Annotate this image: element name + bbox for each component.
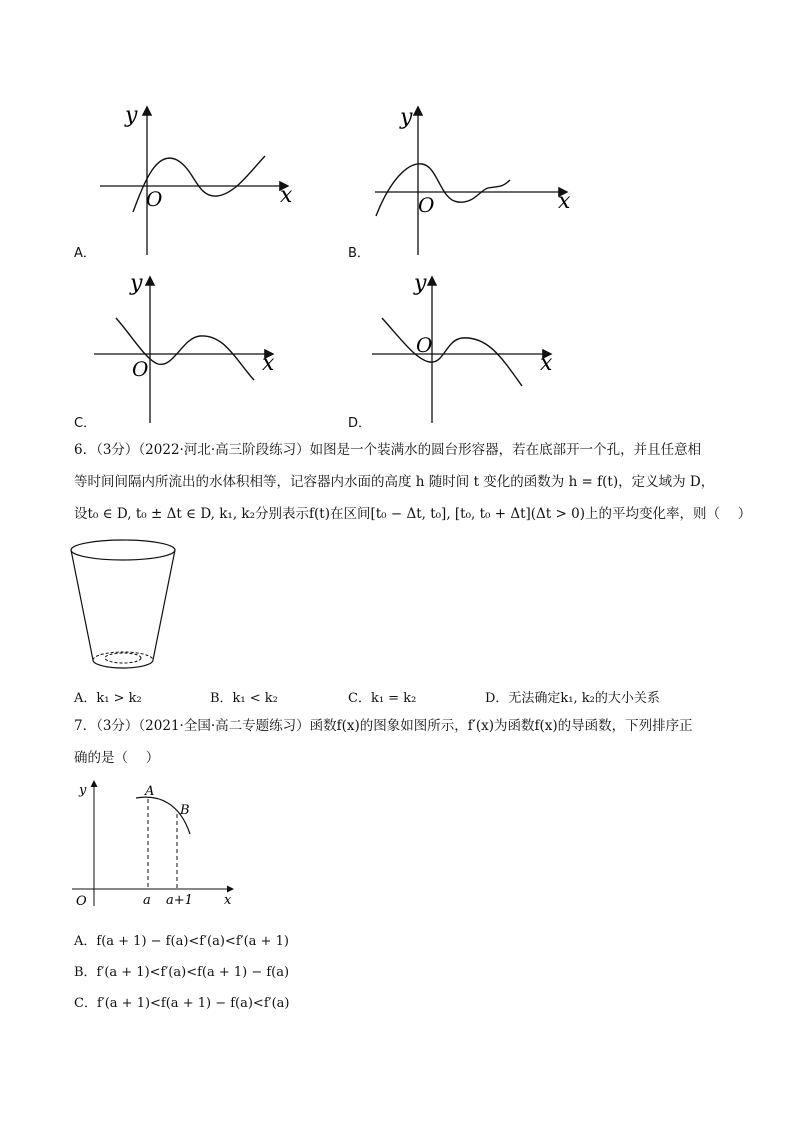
graph-d-label: D． (348, 416, 372, 431)
q6-option-d[interactable]: D．无法确定k₁, k₂的大小关系 (485, 691, 660, 706)
q6-option-a[interactable]: A．k₁ > k₂ (74, 691, 142, 706)
frustum-container-figure (66, 534, 180, 676)
graph-c (92, 268, 302, 428)
graph-d (370, 268, 580, 428)
q6-option-c[interactable]: C．k₁ = k₂ (348, 691, 417, 706)
x-axis-label: x (558, 189, 571, 214)
x-axis-label: x (540, 351, 553, 376)
x-axis-label: x (224, 893, 232, 908)
y-axis-label: y (130, 271, 143, 296)
q7-function-graph (70, 778, 245, 910)
y-axis-label: y (414, 271, 427, 296)
q6-option-b[interactable]: B．k₁ < k₂ (210, 691, 278, 706)
origin-label: O (418, 193, 435, 217)
q7-line-1: 7．（3分）（2021·全国·高二专题练习）函数f(x)的图象如图所示，f′(x)为函数f(x)的导函数，下列排序正 (74, 718, 693, 734)
q6-line-3: 设t₀ ∈ D, t₀ ± Δt ∈ D, k₁, k₂分别表示f(t)在区间[t₀ − Δt, t₀], [t₀, t₀ + Δt](Δt > 0)上的平均变化率，则（ ） (74, 506, 752, 522)
q7-option-a[interactable]: A．f(a + 1) − f(a)<f′(a)<f′(a + 1) (74, 934, 289, 949)
q7-line-2: 确的是（ ） (74, 750, 160, 766)
q6-line-2: 等时间间隔内所流出的水体积相等，记容器内水面的高度 h 随时间 t 变化的函数为 h = f(t)，定义域为 D， (74, 474, 715, 490)
graph-c-label: C． (74, 416, 97, 431)
q7-option-b[interactable]: B．f′(a + 1)<f′(a)<f(a + 1) − f(a) (74, 965, 290, 980)
y-axis-label: y (79, 783, 87, 798)
graph-a (95, 100, 305, 260)
tick-a-label: a (143, 893, 151, 908)
x-axis-label: x (280, 183, 293, 208)
point-b-label: B (180, 803, 190, 818)
q7-option-c[interactable]: C．f′(a + 1)<f(a + 1) − f(a)<f′(a) (74, 996, 290, 1011)
graph-b (370, 100, 580, 260)
point-a-label: A (145, 784, 155, 799)
origin-label: O (76, 894, 87, 909)
graph-b-label: B． (348, 246, 370, 261)
tick-a1-label: a+1 (166, 893, 193, 908)
origin-label: O (132, 357, 149, 381)
y-axis-label: y (125, 103, 138, 128)
origin-label: O (416, 333, 433, 357)
q6-line-1: 6．（3分）（2022·河北·高三阶段练习）如图是一个装满水的圆台形容器，若在底部开一个孔，并且任意相 (74, 442, 702, 458)
graph-a-label: A． (74, 246, 96, 261)
y-axis-label: y (400, 105, 413, 130)
x-axis-label: x (262, 351, 275, 376)
origin-label: O (146, 187, 163, 211)
